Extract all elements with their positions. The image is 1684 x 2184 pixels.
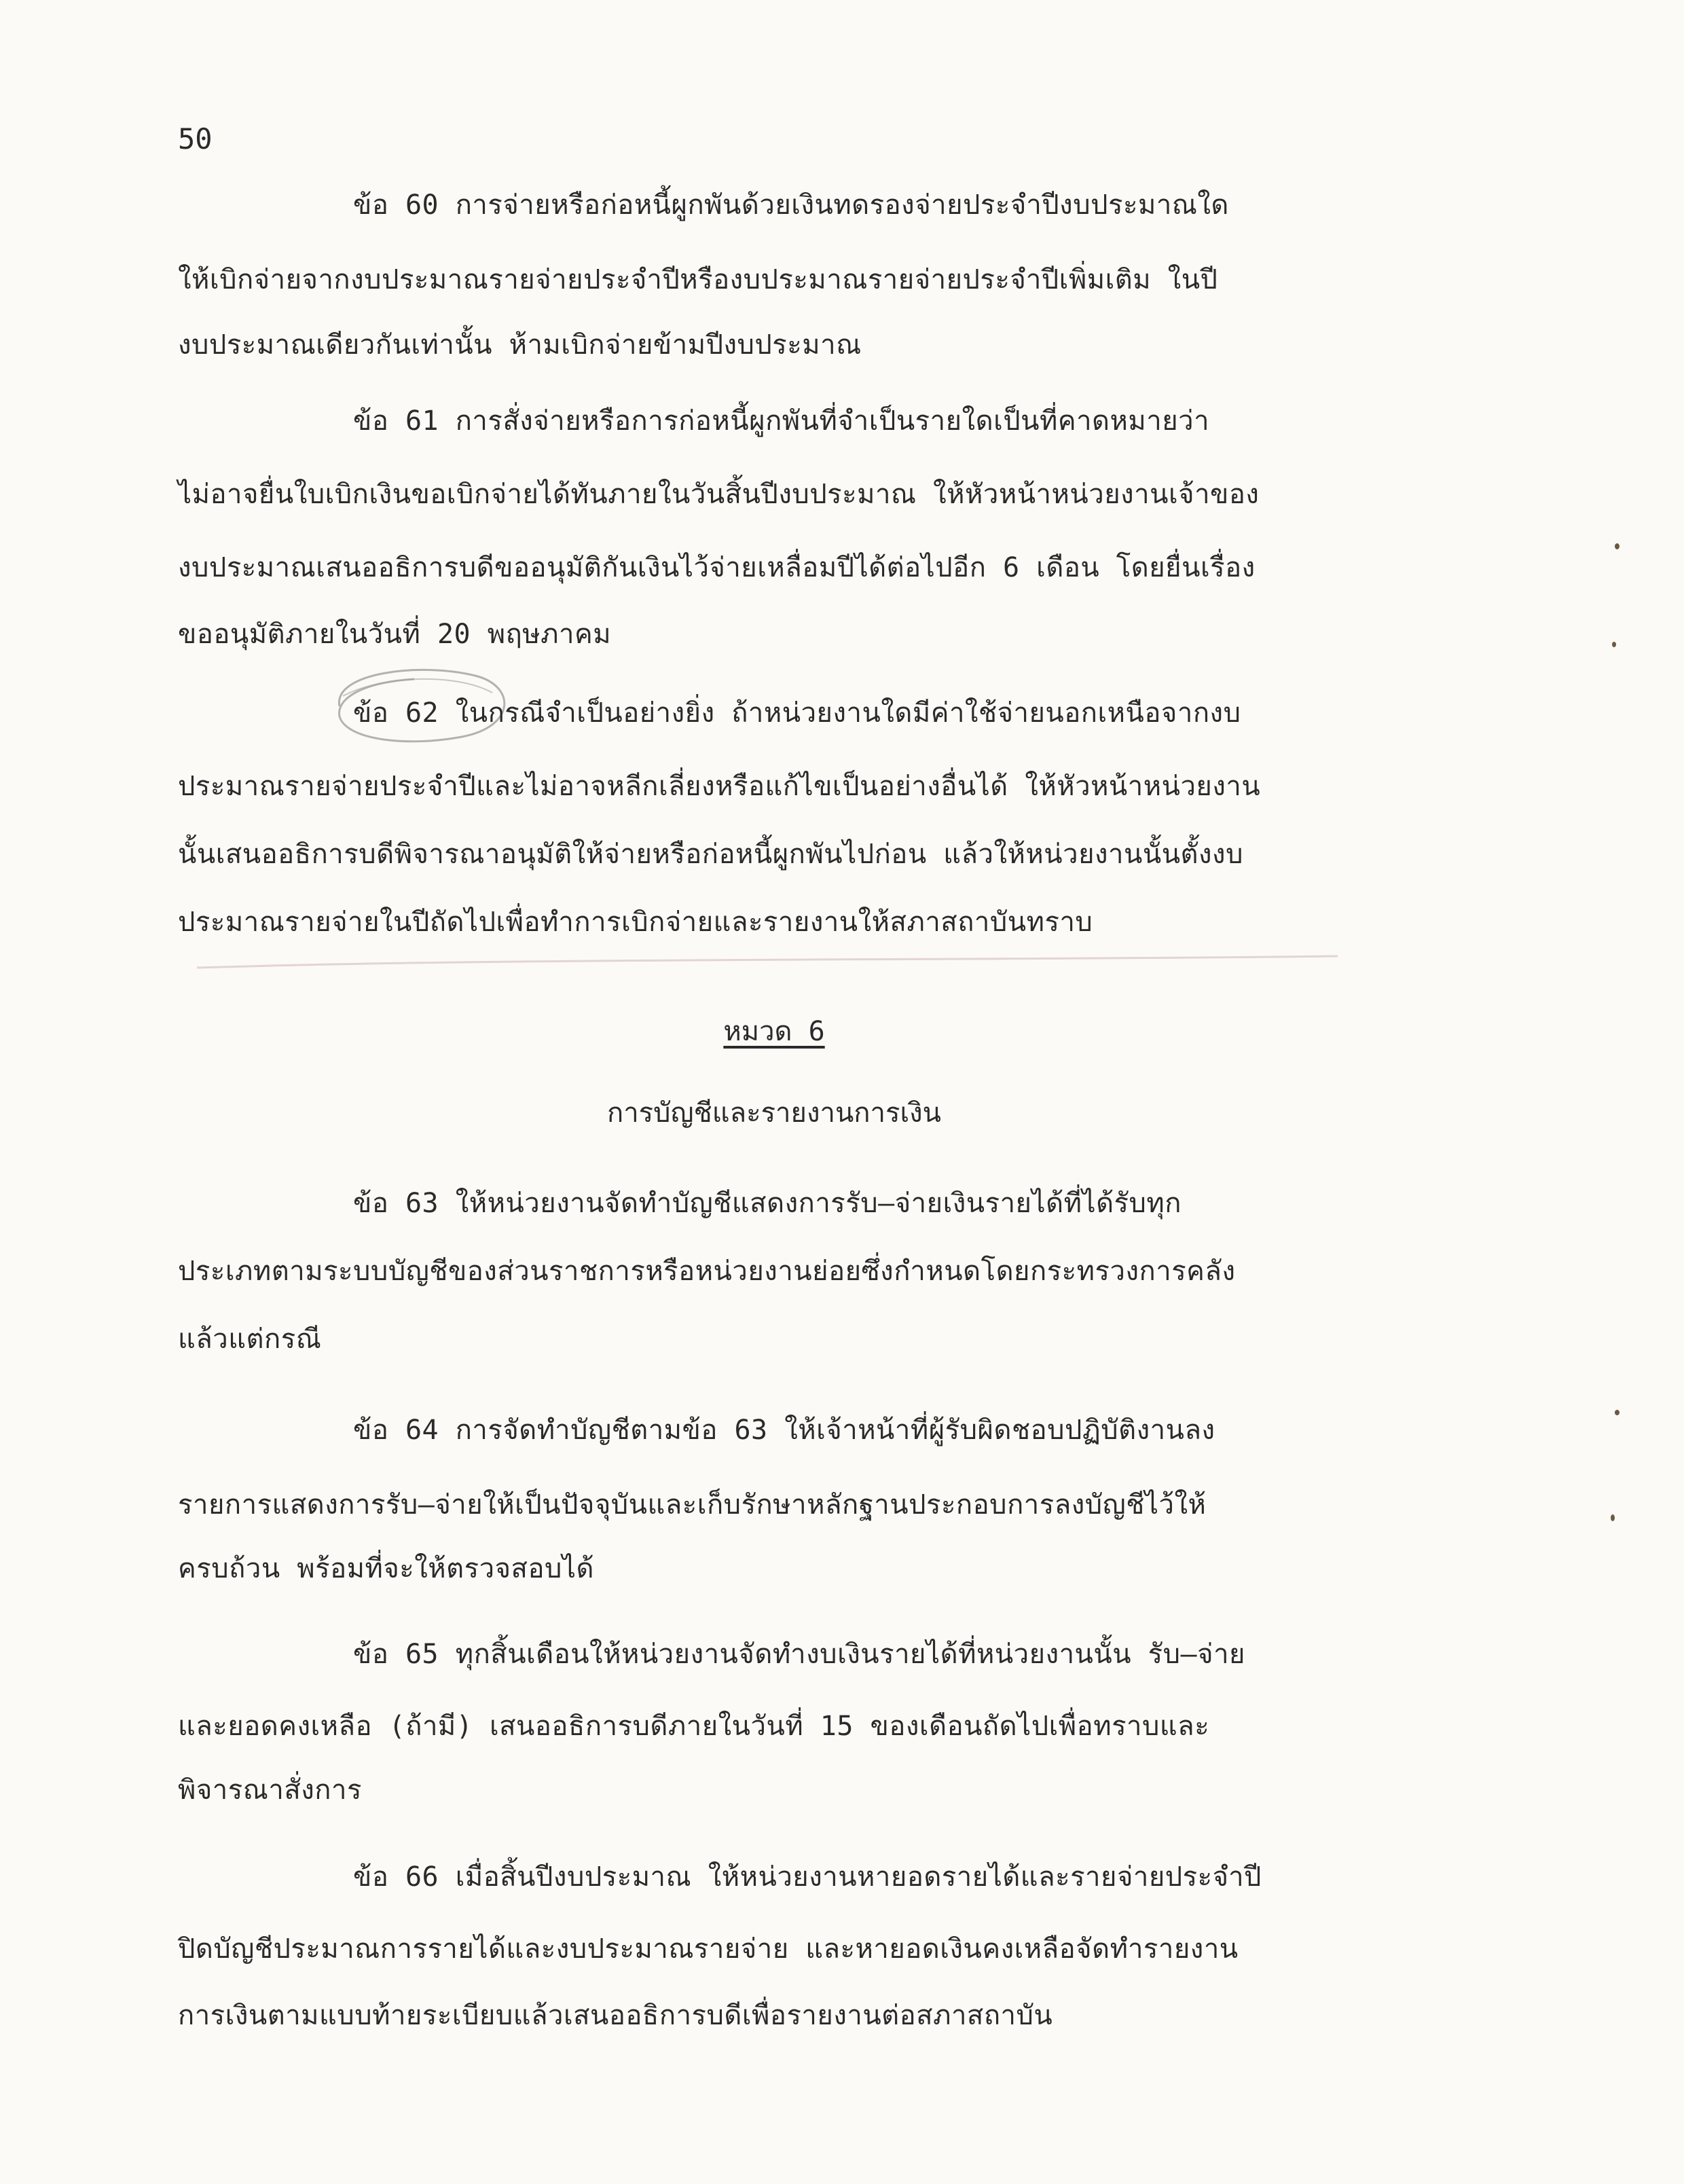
- art63-line-2: ประเภทตามระบบบัญชีของส่วนราชการหรือหน่วยงานย่อยซึ่งกำหนดโดยกระทรวงการคลัง: [178, 1256, 1236, 1287]
- art61-line-2: ไม่อาจยื่นใบเบิกเงินขอเบิกจ่ายได้ทันภายในวันสิ้นปีงบประมาณ ให้หัวหน้าหน่วยงานเจ้าของ: [178, 479, 1260, 510]
- paper-speck: [1615, 1410, 1619, 1415]
- pencil-underline-mark: [190, 951, 1344, 978]
- art60-line-2: ให้เบิกจ่ายจากงบประมาณรายจ่ายประจำปีหรืองบประมาณรายจ่ายประจำปีเพิ่มเติม ในปี: [178, 264, 1218, 295]
- art62-line-1: ข้อ 62 ในกรณีจำเป็นอย่างยิ่ง ถ้าหน่วยงานใดมีค่าใช้จ่ายนอกเหนือจากงบ: [353, 697, 1241, 729]
- art62-line-3: นั้นเสนออธิการบดีพิจารณาอนุมัติให้จ่ายหรือก่อหนี้ผูกพันไปก่อน แล้วให้หน่วยงานนั้นตั้งงบ: [178, 839, 1243, 870]
- art60-line-3: งบประมาณเดียวกันเท่านั้น ห้ามเบิกจ่ายข้ามปีงบประมาณ: [178, 329, 862, 361]
- art61-line-1: ข้อ 61 การสั่งจ่ายหรือการก่อหนี้ผูกพันที่จำเป็นรายใดเป็นที่คาดหมายว่า: [353, 405, 1210, 437]
- chapter-subtitle: การบัญชีและรายงานการเงิน: [607, 1097, 941, 1129]
- art65-line-1: ข้อ 65 ทุกสิ้นเดือนให้หน่วยงานจัดทำงบเงินรายได้ที่หน่วยงานนั้น รับ–จ่าย: [353, 1639, 1245, 1670]
- art63-line-3: แล้วแต่กรณี: [178, 1324, 322, 1355]
- art64-line-3: ครบถ้วน พร้อมที่จะให้ตรวจสอบได้: [178, 1553, 594, 1584]
- art65-line-2: และยอดคงเหลือ (ถ้ามี) เสนออธิการบดีภายในวันที่ 15 ของเดือนถัดไปเพื่อทราบและ: [178, 1711, 1210, 1742]
- paper-speck: [1615, 543, 1619, 549]
- chapter-title: หมวด 6: [723, 1016, 825, 1047]
- page-number: 50: [178, 122, 213, 156]
- art62-line-2: ประมาณรายจ่ายประจำปีและไม่อาจหลีกเลี่ยงหรือแก้ไขเป็นอย่างอื่นได้ ให้หัวหน้าหน่วยงาน: [178, 771, 1261, 802]
- art66-line-1: ข้อ 66 เมื่อสิ้นปีงบประมาณ ให้หน่วยงานหายอดรายได้และรายจ่ายประจำปี: [353, 1861, 1262, 1893]
- paper-speck: [1611, 1514, 1615, 1521]
- art62-line-4: ประมาณรายจ่ายในปีถัดไปเพื่อทำการเบิกจ่ายและรายงานให้สภาสถาบันทราบ: [178, 907, 1093, 938]
- art66-line-3: การเงินตามแบบท้ายระเบียบแล้วเสนออธิการบดีเพื่อรายงานต่อสภาสถาบัน: [178, 2000, 1053, 2031]
- art66-line-2: ปิดบัญชีประมาณการรายได้และงบประมาณรายจ่าย และหายอดเงินคงเหลือจัดทำรายงาน: [178, 1933, 1239, 1965]
- art61-line-4: ขออนุมัติภายในวันที่ 20 พฤษภาคม: [178, 619, 612, 650]
- art63-line-1: ข้อ 63 ให้หน่วยงานจัดทำบัญชีแสดงการรับ–จ่ายเงินรายได้ที่ได้รับทุก: [353, 1188, 1182, 1219]
- art61-line-3: งบประมาณเสนออธิการบดีขออนุมัติกันเงินไว้จ่ายเหลื่อมปีได้ต่อไปอีก 6 เดือน โดยยื่นเรื่อง: [178, 552, 1256, 583]
- art65-line-3: พิจารณาสั่งการ: [178, 1774, 362, 1806]
- art60-line-1: ข้อ 60 การจ่ายหรือก่อหนี้ผูกพันด้วยเงินทดรองจ่ายประจำปีงบประมาณใด: [353, 189, 1229, 221]
- art64-line-2: รายการแสดงการรับ–จ่ายให้เป็นปัจจุบันและเก็บรักษาหลักฐานประกอบการลงบัญชีไว้ให้: [178, 1489, 1207, 1521]
- paper-speck: [1612, 642, 1616, 647]
- art64-line-1: ข้อ 64 การจัดทำบัญชีตามข้อ 63 ให้เจ้าหน้าที่ผู้รับผิดชอบปฏิบัติงานลง: [353, 1415, 1215, 1446]
